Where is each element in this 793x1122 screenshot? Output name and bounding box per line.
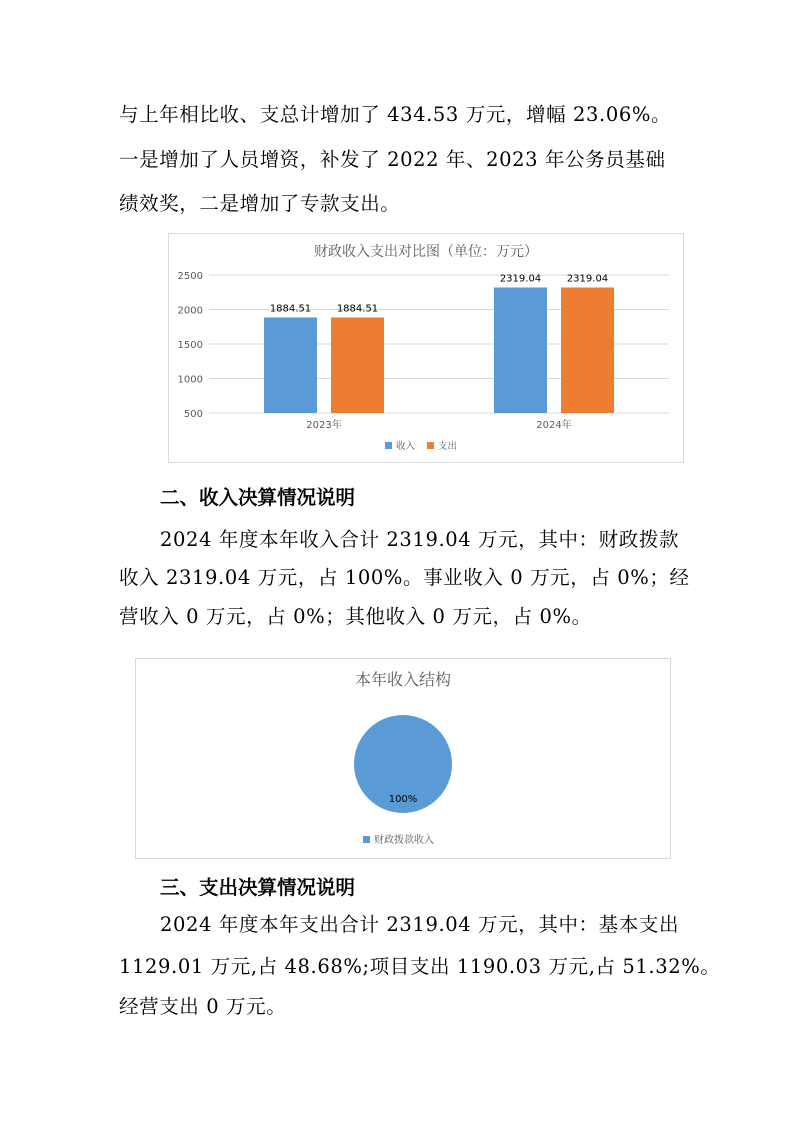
bar-chart — [168, 233, 684, 463]
section3-line-2: 1129.01 万元,占 48.68%;项目支出 1190.03 万元,占 51.32%。 — [119, 955, 721, 978]
pie-data-label: 100% — [388, 794, 418, 805]
section2-line-2: 收入 2319.04 万元，占 100%。事业收入 0 万元，占 0%；经 — [119, 566, 690, 589]
x-category-label: 2023年 — [306, 420, 342, 431]
bar-income — [494, 287, 547, 413]
legend-label: 财政拨款收入 — [374, 835, 434, 846]
legend-swatch — [363, 836, 370, 843]
y-tick-label: 2000 — [177, 305, 203, 317]
bar-data-label: 1884.51 — [336, 303, 379, 315]
y-tick-label: 1000 — [177, 374, 203, 386]
bar-chart-svg — [169, 234, 683, 462]
bar-chart-title: 财政收入支出对比图（单位：万元） — [314, 244, 538, 260]
pie-chart-title: 本年收入结构 — [354, 670, 452, 689]
legend-label: 收入 — [396, 441, 416, 452]
legend-swatch — [385, 442, 392, 449]
y-tick-label: 2500 — [177, 271, 203, 282]
section3-line-3: 经营支出 0 万元。 — [119, 995, 287, 1018]
intro-line-2: 一是增加了人员增资，补发了 2022 年、2023 年公务员基础 — [119, 148, 666, 171]
x-category-label: 2024年 — [536, 420, 572, 431]
y-tick-label: 1500 — [177, 340, 203, 351]
bar-expense — [331, 317, 384, 413]
bar-data-label: 2319.04 — [499, 273, 542, 285]
section2-heading: 二、收入决算情况说明 — [160, 486, 356, 509]
section2-line-1: 2024 年度本年收入合计 2319.04 万元，其中：财政拨款 — [160, 528, 680, 551]
bar-expense — [561, 287, 614, 413]
bar-income — [264, 317, 317, 413]
pie-chart — [135, 658, 671, 859]
legend-swatch — [427, 442, 434, 449]
section3-line-1: 2024 年度本年支出合计 2319.04 万元，其中：基本支出 — [160, 913, 680, 936]
intro-line-1: 与上年相比收、支总计增加了 434.53 万元，增幅 23.06%。 — [119, 103, 672, 126]
intro-line-3: 绩效奖，二是增加了专款支出。 — [119, 192, 401, 215]
section2-line-3: 营收入 0 万元，占 0%；其他收入 0 万元，占 0%。 — [119, 605, 592, 628]
pie-chart-svg — [136, 659, 670, 858]
legend-label: 支出 — [438, 441, 458, 452]
bar-data-label: 2319.04 — [566, 273, 609, 285]
section3-heading: 三、支出决算情况说明 — [160, 876, 356, 899]
bar-data-label: 1884.51 — [269, 303, 312, 315]
y-tick-label: 500 — [183, 409, 203, 420]
